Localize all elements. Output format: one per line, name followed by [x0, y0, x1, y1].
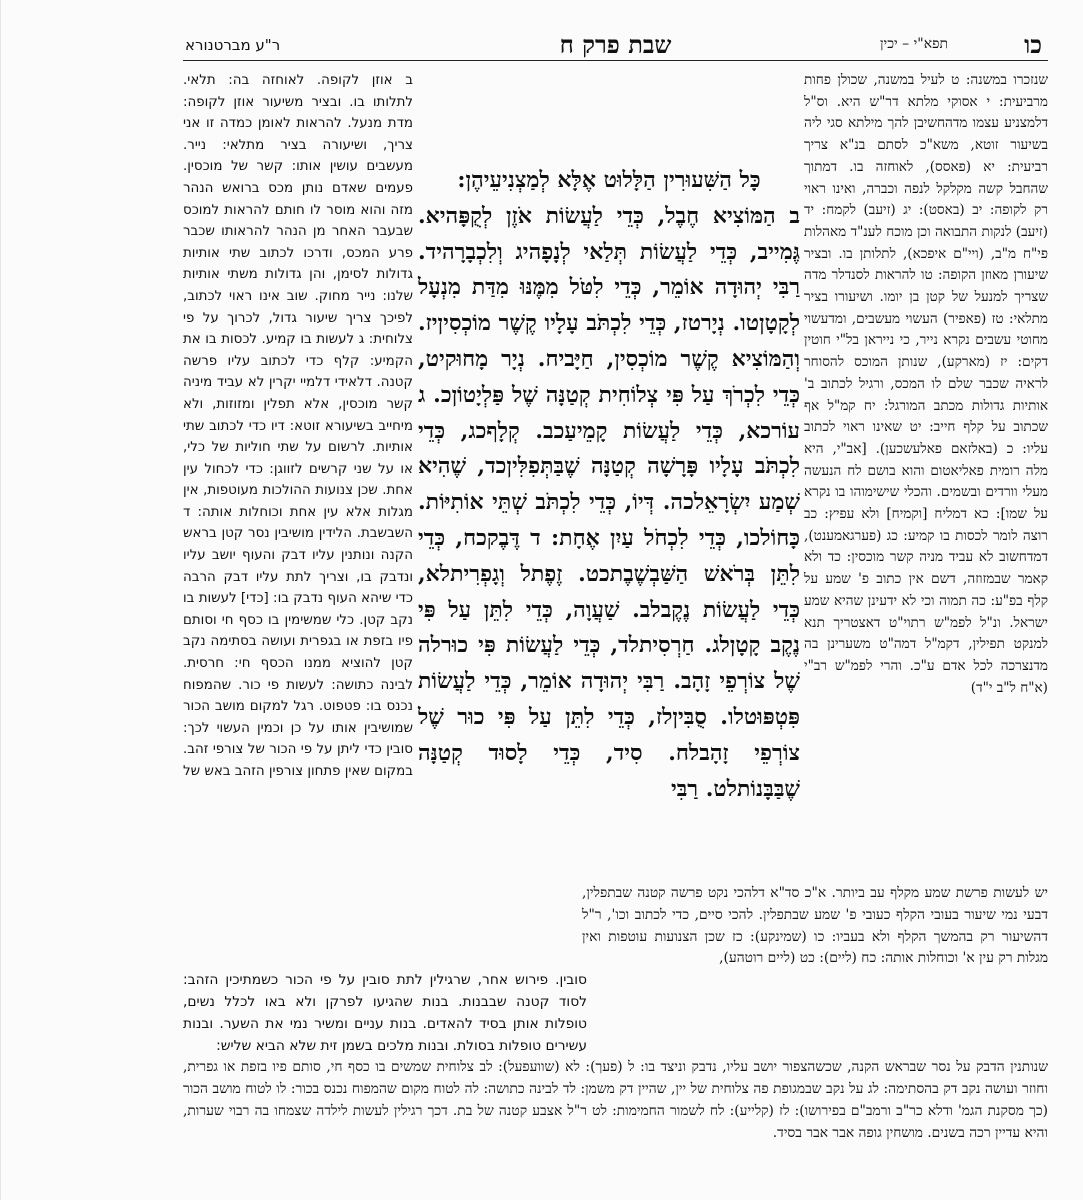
- page-number: כו: [1024, 30, 1042, 59]
- tiferet-yisrael-text: שנזכרו במשנה: ט לעיל במשנה, שכולן פחות מרביעית: י אסוקי מלתא דר"ש היא. וס"ל דלמצניע עצמו מדהחשיבן להך מילתא סגי ליה בשיעור זוטא, משא"כ לסתם בנ"א צריך רביעית: יא (פאסס), לאוחזה בו. דמתוך שהחבל קשה מקלקל לנפה וכברה, ואינו ראוי רק לקופה: יב (באסט): יג (זיעב) לקמח: יד (זיעב) לנקות התבואה וכן מוכח לענ"ד מאהלות פי"ח מ"ב, (ויי"ם איפכא), לתלותן בו. ובציר שיעורן מאוזן הקופה: טו להראות לסנדלר מדה שצריך למנעל של קטן בן יומו. ושיעורו בציר מתלאי: טז (פאפיר) העשוי מעשבים, ומדעשוי מחוטי עשבים נקרא נייר, כי נייראן בל"י חוטין דקים: יז (מארקע), שנותן המוכס להסוחר לראיה שכבר שלם לו המכס, ורגיל לכתוב ב' אותיות גדולות מכתב המורגל: יח קמ"ל אף שכתוב על קלף חייב: יט שאינו ראוי לכתוב עליו: כ (באלזאם פאלעשכען). [אב"י, היא מלה רומית פאליאטום והוא בושם לח הנעשה מעלי וורדים ובשמים. והכלי שישימוהו בו נקרא על שמו]: כא דמליח [וקמיח] ולא עפיץ: כב רוצה לומר לכסות בו קמיע: כג (פערגאמענט), דמדחשוב לא עביד מניה קשר מוכסין: כד ולא קאמר שבמזוזה, דשם אין כתוב פ' שמע על קלף בפ"ע: כה תמוה וכי לא ידעינן שהיא שמע ישראל. ונ"ל לפמ"ש רתוי"ט דאצטריך תנא למנקט תפילין, דקמ"ל דמה"ט משערינן בה מדנצרכה לכל אדם ע"כ. והרי לפמ"ש רב"י (א"ח ל"ב י"ד): [804, 72, 1048, 696]
- commentary-name: ר"ע מברטנורא: [185, 36, 281, 54]
- bottom-notes: שנותנין הדבק על נסר שבראש הקנה, שכשהצפור יושב עליו, נדבק וניצד בו: ל (פעך): לא (שוועפעל): לב צלוחית שמשים בו כסף חי, סותם פיו בזפת או גפרית, וחוזר ועושה נקב דק בהסתימה: לג על נקב שבמגופת פה צלוחית של יין, שהיין דק משמן: לד לבינה כתושה: לה לטוח מקום שהמפוח נכנס בכור: לו לטוח מושב הכור (כך מסקנת הגמ' ודלא כר"ב ורמב"ם בפירושו): לז (קלייע): לח לשמור החמימות: לט ר"ל אצבע קטנה של בת. דכך רגילין לעשות לילדה שצמחו בה רבוי שערות, והיא עדיין רכה בשנים. מושחין גופה אבר אבר בסיד.: [183, 1059, 1048, 1141]
- mishnah-heading: כָּל הַשִּׁעוּרִין הַלָּלוּט אֶלָּא לְמַצְנִיעֵיהֶן:: [457, 167, 761, 193]
- page-header: [183, 30, 1048, 61]
- bartenura-text: ב אוזן לקופה. לאוחזה בה: תלאי. לתלותו בו. ובציר משיעור אוזן לקופה: מדת מנעל. להראות לאומן כמדה זו אני צריך, ושיעורה בציר מתלאי: נייר. מעשבים עושין אותו: קשר של מוכסין. פעמים שאדם נותן מכס ברואש הנהר מזה והוא מוסר לו חותם להראות למוכס שבעבר האחר מן הנהר להראותו שכבר פרע המכס, ודרכו לכתוב שתי אותיות גדולות לסימן, והן גדולות משתי אותיות שלנו: נייר מחוק. שוב אינו ראוי לכתוב, לפיכך צריך שיעור גדול, לכרוך על פי צלוחית: ג לעשות בו קמיע. לכסות בו את הקמיע: קלף כדי לכתוב עליו פרשה קטנה. דלאידי דלמיי יקרין לא עביד מיניה קשר מוכסין, אלא תפלין ומזוזות, ולא מיחייב בשיעורא זוטא: דיו כדי לכתוב שתי אותיות. לרשום על שתי חוליות של כלי, או על שני קרשים לזווגן: כדי לכחול עין אחת. שכן צנועות ההולכות מעוטפות, אין מגלות אלא עין אחת וכוחלות אותה: ד השבשבת. הלידין מושיבין נסר קטן בראש הקנה ונותנין עליו דבק והעוף יושב עליו ונדבק בו, וצריך לתת עליו דבק הרבה כדי שיהא העוף נדבק בו: [כדי] לעשות בו נקב קטן. כלי שמשימין בו כסף חי וסותם פיו בזפת או בגפרית ועושה בסתימה נקב קטן להוציא ממנו הכסף חי: חרסית. לבינה כתושה: לעשות פי כור. שהמפוח נכנס בו: פטפוט. רגל למקום מושב הכור שמושיבין אותו על כן וכמין העשוי לכך: סובין כדי ליתן על פי הכור של צורפי זהב. במקום שאין פתחון צורפין הזהב באש של: [182, 73, 413, 779]
- tiferet-yisrael-column: [804, 70, 1048, 878]
- mishnah-text: ב הַמּוֹצִיא חֶבֶל, כְּדֵי לַעֲשׂוֹת אֹזֶן לְקֻפָּהיא. גֶּמִייב, כְּדֵי לַעֲשׂוֹת תְּלַאי לְנָפָהיג וְלִכְבָרָהיד. רַבִּי יְהוּדָה אוֹמֵר, כְּדֵי לִטֹּל מִמֶּנּוּ מִדַּת מִנְעָל לְקָטָןטו. נְיָרטז, כְּדֵי לִכְתֹּב עָלָיו קֶשֶׁר מוֹכְסִיןיז. וְהַמּוֹצִיא קֶשֶׁר מוֹכְסִין, חַיָּביח. נְיָר מָחוּקיט, כְּדֵי לִכְרֹךְ עַל פִּי צְלוֹחִית קְטַנָּה שֶׁל פַּלְיָטוֹןכ. ג עוֹרכא, כְּדֵי לַעֲשׂוֹת קָמֵיעַכב. קְלָףכג, כְּדֵי לִכְתֹּב עָלָיו פָּרָשָׁה קְטַנָּה שֶׁבַּתְּפִלִּיןכד, שֶׁהִיא שְׁמַע יִשְׂרָאֵלכה. דְּיוֹ, כְּדֵי לִכְתֹּב שְׁתֵּי אוֹתִיּוֹת. כָּחוֹלכו, כְּדֵי לִכְחֹל עַיִן אֶחָת: ד דֶּבֶקכח, כְּדֵי לִתֵּן בְּרֹאשׁ הַשַּׁבְשֶׁבֶתכט. זֶפֶתל וְגָפְרִיתלא, כְּדֵי לַעֲשׂוֹת נֶקֶבלב. שַׁעֲוָה, כְּדֵי לִתֵּן עַל פִּי נֶקֶב קָטָןלג. חַרְסִיתלד, כְּדֵי לַעֲשׂוֹת פִּי כוּרלה שֶׁל צוֹרְפֵי זָהָב. רַבִּי יְהוּדָה אוֹמֵר, כְּדֵי לַעֲשׂוֹת פִּטְפּוּטלו. סֻבִּיןלז, כְּדֵי לִתֵּן עַל פִּי כוּר שֶׁל צוֹרְפֵי זָהָבלח. סִיד, כְּדֵי לָסוּד קְטַנָּה שֶׁבַּבָּנוֹתלט. רַבִּי: [418, 202, 800, 802]
- chapter-title: שבת פרק ח: [559, 30, 672, 59]
- mishnah-column: [418, 163, 800, 875]
- verse-reference: תפא"י – יכין: [879, 36, 948, 52]
- bottom-right-text: יש לעשות פרשת שמע מקלף עב ביותר. א"כ סד"א דלהכי נקט פרשה קטנה שבתפלין, דבעי נמי שיעור בעובי הקלף כעובי פ' שמע שבתפלין. להכי סיים, כדי לכתוב וכו', ר"ל דהשיעור רק בהמשך הקלף ולא בעביו: כו (שמינקע): כז שכן הצנועות עוטפות ואין מגלות רק עין א' וכוחלות אותה: כח (ליים): כט (ליים רוטהע),: [582, 885, 1048, 967]
- bottom-left-text: סובין. פירוש אחר, שרגילין לתת סובין על פי הכור כשמתיכין הזהב: לסוד קטנה שבבנות. בנות שהגיעו לפרקן ולא באו לכלל נשים, טופלות אותן בסיד להאדים. בנות עניים ומשיר נמי את השער. ובנות עשירים טופלות בסולת. ובנות מלכים בשמן זית שלא הביא שליש:: [183, 972, 587, 1054]
- bottom-commentary: [183, 883, 1048, 1141]
- bartenura-column: [183, 70, 413, 886]
